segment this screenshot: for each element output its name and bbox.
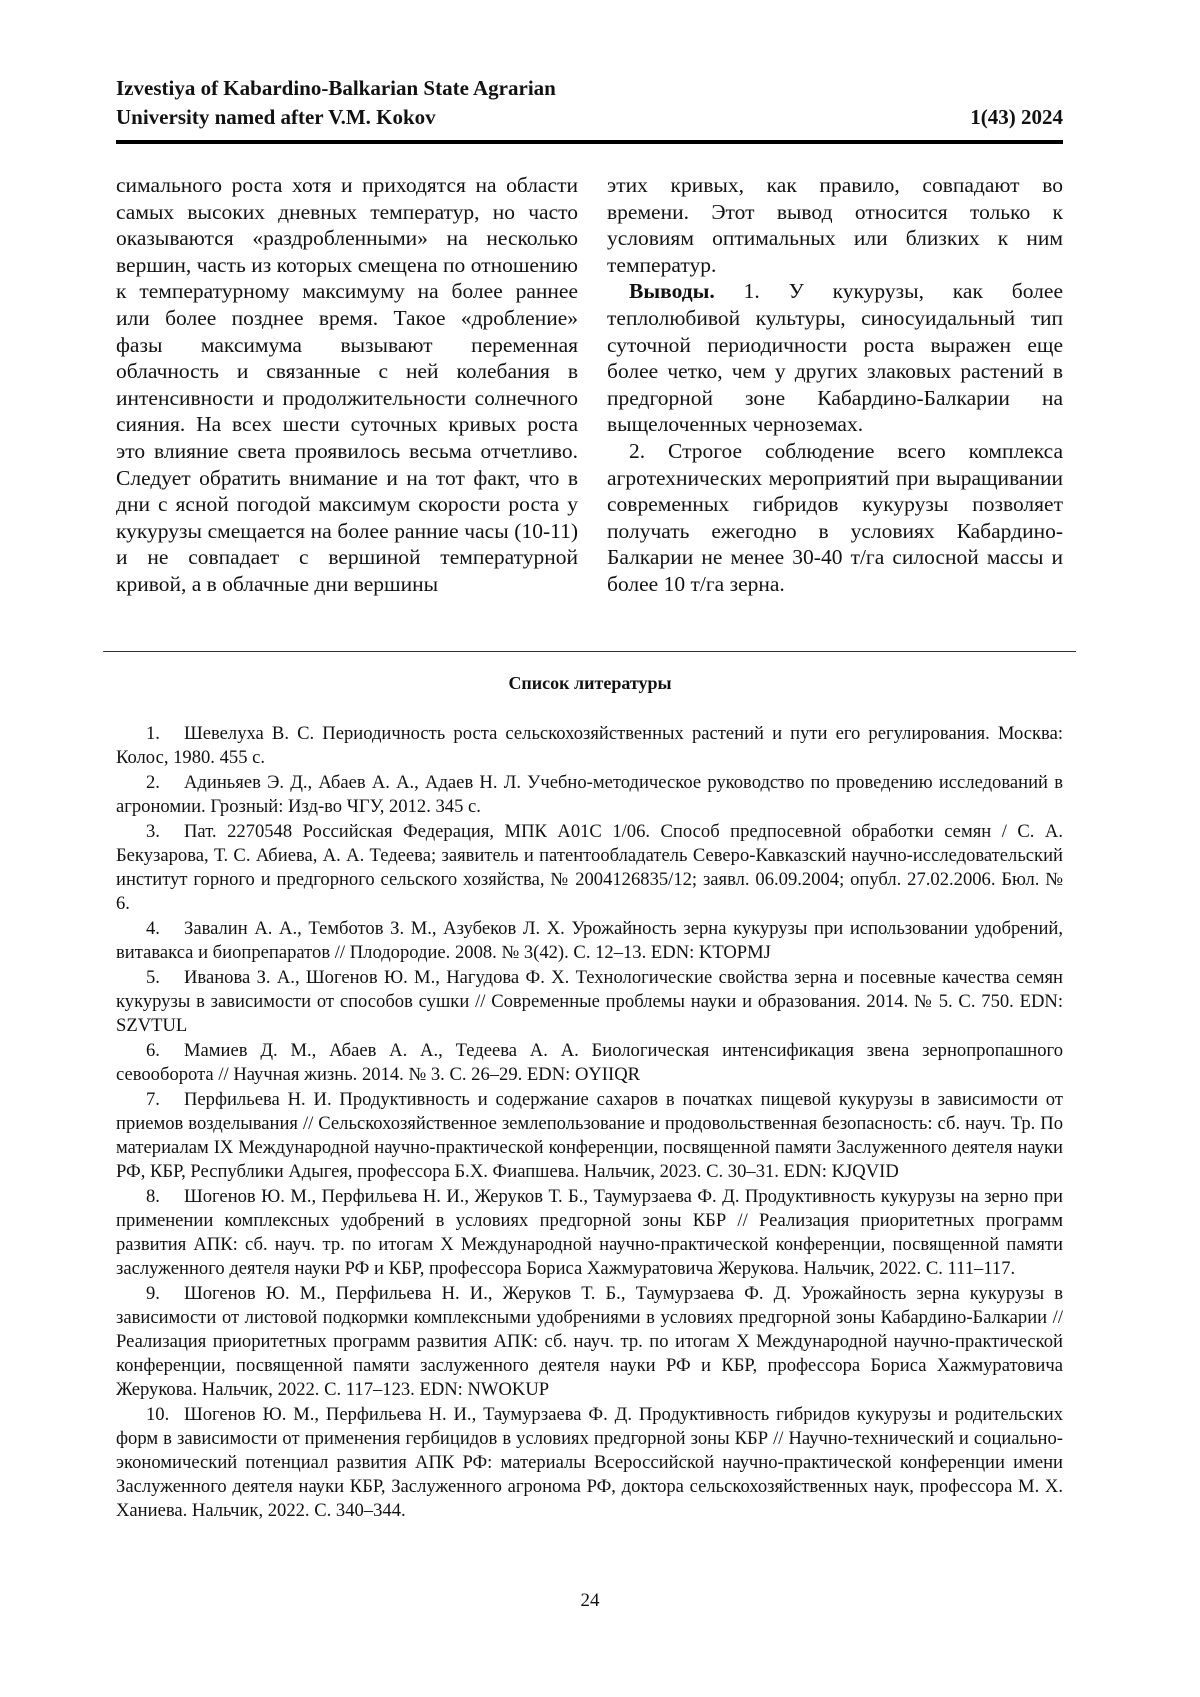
reference-item <box>116 917 1063 965</box>
reference-text: Адиньяев Э. Д., Абаев А. А., Адаев Н. Л. Учебно-методическое руководство по проведению исследований в агрономии. Грозный: Изд-во ЧГУ, 2012. 345 с. <box>116 772 1063 817</box>
reference-item <box>116 966 1063 1038</box>
page-number: 24 <box>0 1590 1180 1612</box>
reference-number: 7. <box>146 1088 184 1112</box>
reference-item <box>116 1185 1063 1281</box>
section-divider <box>103 651 1076 652</box>
reference-text: Шогенов Ю. М., Перфильева Н. И., Жеруков Т. Б., Таумурзаева Ф. Д. Урожайность зерна кукурузы в зависимости от листовой подкормки комплексными удобрениями в условиях предгорной зоны Кабардино-Балкарии // Реализация приоритетных программ развития АПК: сб. науч. тр. по итогам X Международной научно-практической конференции, посвященной памяти заслуженного деятеля науки РФ и КБР, профессора Бориса Хажмуратовича Жерукова. Нальчик, 2022. С. 117–123. EDN: NWOKUP <box>116 1283 1063 1400</box>
reference-text: Шогенов Ю. М., Перфильева Н. И., Жеруков Т. Б., Таумурзаева Ф. Д. Продуктивность кукурузы на зерно при применении комплексных удобрений в условиях предгорной зоны КБР // Реализация приоритетных программ развития АПК: сб. науч. тр. по итогам X Международной научно-практической конференции, посвященной памяти заслуженного деятеля науки РФ и КБР, профессора Бориса Хажмуратовича Жерукова. Нальчик, 2022. С. 111–117. <box>116 1186 1063 1279</box>
reference-item <box>116 722 1063 770</box>
reference-number: 1. <box>146 722 184 746</box>
references-title: Список литературы <box>0 673 1180 694</box>
reference-item <box>116 1088 1063 1184</box>
reference-item <box>116 771 1063 819</box>
reference-number: 2. <box>146 771 184 795</box>
reference-text: Завалин А. А., Темботов З. М., Азубеков Л. Х. Урожайность зерна кукурузы при использовании удобрений, витавакса и биопрепаратов // Плодородие. 2008. № 3(42). С. 12–13. EDN: KTOPMJ <box>116 918 1063 963</box>
reference-item <box>116 1282 1063 1402</box>
references-list <box>116 722 1063 1524</box>
reference-number: 4. <box>146 917 184 941</box>
reference-text: Перфильева Н. И. Продуктивность и содержание сахаров в початках пищевой кукурузы в зависимости от приемов возделывания // Сельскохозяйственное землепользование и продовольственная безопасность: сб. науч. Тр. По материалам IX Международной научно-практической конференции, посвященной памяти Заслуженного деятеля науки РФ, КБР, Республики Адыгея, профессора Б.Х. Фиапшева. Нальчик, 2023. С. 30–31. EDN: KJQVID <box>116 1089 1063 1182</box>
reference-text: Иванова З. А., Шогенов Ю. М., Нагудова Ф. Х. Технологические свойства зерна и посевные качества семян кукурузы в зависимости от способов сушки // Современные проблемы науки и образования. 2014. № 5. С. 750. EDN: SZVTUL <box>116 967 1063 1036</box>
reference-number: 3. <box>146 820 184 844</box>
reference-number: 6. <box>146 1039 184 1063</box>
reference-text: Мамиев Д. М., Абаев А. А., Тедеева А. А. Биологическая интенсификация звена зернопропашного севооборота // Научная жизнь. 2014. № 3. С. 26–29. EDN: OYIIQR <box>116 1040 1063 1085</box>
conclusions-paragraph <box>607 278 1063 438</box>
reference-number: 5. <box>146 966 184 990</box>
body-paragraph: симального роста хотя и приходятся на области самых высоких дневных температур, но часто оказываются «раздробленными» на несколько вершин, часть из которых смещена по отношению к температурному максимуму на более раннее или более позднее время. Такое «дробление» фазы максимума вызывают переменная облачность и связанные с ней колебания в интенсивности и продолжительности солнечного сияния. На всех шести суточных кривых роста это влияние света проявилось весьма отчетливо. Следует обратить внимание и на тот факт, что в дни с ясной погодой максимум скорости роста у кукурузы смещается на более ранние часы (10-11) и не совпадает с вершиной температурной кривой, а в облачные дни вершины <box>116 172 578 598</box>
header-rule <box>116 140 1063 144</box>
left-column <box>116 172 578 598</box>
reference-item <box>116 1039 1063 1087</box>
conclusion-1: 1. У кукурузы, как более теплолюбивой культуры, синосуидальный тип суточной периодичности роста выражен еще более четко, чем у других злаковых растений в предгорной зоне Кабардино-Балкарии на выщелоченных черноземах. <box>607 279 1063 436</box>
journal-title-line2: University named after V.M. Kokov <box>116 103 436 132</box>
reference-text: Шевелуха В. С. Периодичность роста сельскохозяйственных растений и пути его регулирования. Москва: Колос, 1980. 455 с. <box>116 723 1063 768</box>
journal-title-line1: Izvestiya of Kabardino-Balkarian State Agrarian <box>116 74 1063 103</box>
conclusion-2: 2. Строгое соблюдение всего комплекса агротехнических мероприятий при выращивании современных гибридов кукурузы позволяет получать ежегодно в условиях Кабардино-Балкарии не менее 30-40 т/га силосной массы и более 10 т/га зерна. <box>607 438 1063 598</box>
reference-text: Пат. 2270548 Российская Федерация, МПК A01C 1/06. Способ предпосевной обработки семян / С. А. Бекузарова, Т. С. Абиева, А. А. Тедеева; заявитель и патентообладатель Северо-Кавказский научно-исследовательский институт горного и предгорного сельского хозяйства, № 2004126835/12; заявл. 06.09.2004; опубл. 27.02.2006. Бюл. № 6. <box>116 821 1063 914</box>
reference-number: 9. <box>146 1282 184 1306</box>
reference-number: 8. <box>146 1185 184 1209</box>
body-paragraph: этих кривых, как правило, совпадают во времени. Этот вывод относится только к условиям оптимальных или близких к ним температур. <box>607 172 1063 278</box>
conclusions-label: Выводы. <box>629 279 715 303</box>
right-column <box>607 172 1063 598</box>
reference-number: 10. <box>146 1403 184 1427</box>
issue-number: 1(43) 2024 <box>970 103 1063 132</box>
reference-item <box>116 820 1063 916</box>
reference-item <box>116 1403 1063 1523</box>
running-header <box>116 74 1063 132</box>
reference-text: Шогенов Ю. М., Перфильева Н. И., Таумурзаева Ф. Д. Продуктивность гибридов кукурузы и родительских форм в зависимости от применения гербицидов в условиях предгорной зоны КБР // Научно-технический и социально-экономический потенциал развития АПК РФ: материалы Всероссийской научно-практической конференции имени Заслуженного деятеля науки КБР, Заслуженного агронома РФ, доктора сельскохозяйственных наук, профессора М. Х. Ханиева. Нальчик, 2022. С. 340–344. <box>116 1404 1063 1521</box>
